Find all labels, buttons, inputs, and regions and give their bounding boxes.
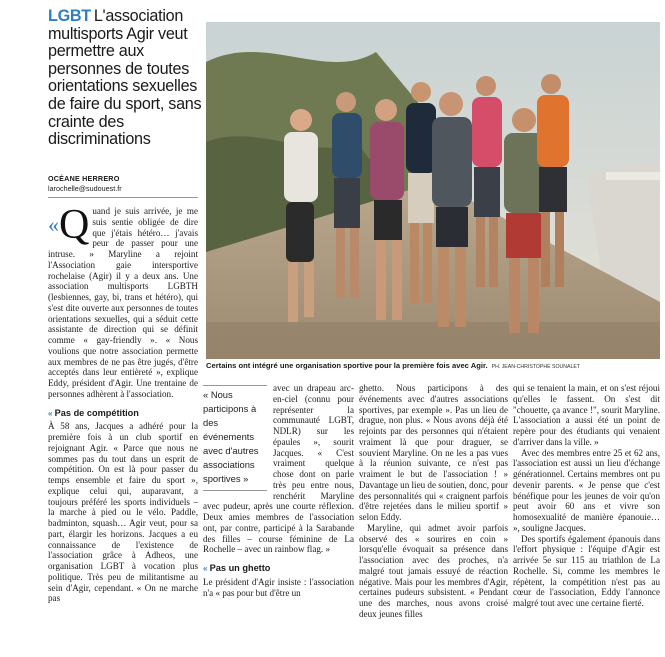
article-paragraph: À 58 ans, Jacques a adhéré pour la première fois à un club sportif en rejoignant Agir. « Parce que nous ne sommes pas du tout dans un esprit de compétition. On est là pour passer du temps ensemble et faire du sport », explique celui qui, auparavant, a toujours préféré les sports individuels – la marche à pied ou le vélo. Paddle, badminton, squash… Agir veut, pour sa part, élargir les horizons. Jacques a eu connaissance de l'existence de l'association grâce à Adheos, une organisation LGBT à vocation plus politique. Très peu de militantisme au sein d'Agir, cependant. « On ne marche pas <box>48 421 198 604</box>
photo-credit: PH. JEAN-CHRISTOPHE SOUNALET <box>491 364 581 370</box>
article-paragraph: Maryline, qui admet avoir parfois observé des « sourires en coin » lorsqu'elle évoquait sa présence dans l'association avec des proches, n'a malgré tout jamais essuyé de réaction négative. Mais pour les membres d'Agir, certaines pudeurs subsistent. « Pendant une des marches, nous avons croisé deux jeunes filles <box>359 522 508 619</box>
pull-quote: « Nous participons à des événements avec d'autres associations sportives » <box>203 385 267 491</box>
article-column-1 <box>48 206 198 654</box>
headline <box>48 8 206 149</box>
subhead-pas-de-competition: « Pas de compétition <box>48 407 139 418</box>
drop-cap-quote: « <box>48 212 59 237</box>
drop-cap <box>48 206 90 248</box>
article-column-2 <box>203 383 354 654</box>
drop-cap-letter: Q <box>59 206 90 248</box>
subhead-pas-un-ghetto: « Pas un ghetto <box>203 563 271 573</box>
photo-walkers-illustration <box>206 22 660 359</box>
photo-caption <box>206 361 660 372</box>
author-name: OCÉANE HERRERO <box>48 174 120 183</box>
caption-text: Certains ont intégré une organisation sportive pour la première fois avec Agir. <box>206 361 488 370</box>
byline <box>48 174 198 194</box>
article-paragraph: Avec des membres entre 25 et 62 ans, l'association est aussi un lieu d'échange générationnel. Certains membres ont pu devenir parents. « Je pense que c'est bénéfique pour les jeunes de voir qu'on peut avoir 60 ans et vivre son homosexualité de manière épanouie… », souligne Jacques. <box>513 447 660 533</box>
headline-text: L'association multisports Agir veut permettre aux personnes de toutes orientations sexuelles de faire du sport, sans crainte des discriminations <box>48 7 202 149</box>
byline-divider <box>48 197 198 198</box>
article-photo <box>206 22 660 359</box>
article-paragraph <box>48 206 198 400</box>
article-column-4 <box>513 383 660 654</box>
paragraph-text: avec un drapeau arc-en-ciel (connu pour représenter la communauté LGBT, NDLR) sur les épaules », sourit Jacques. « C'est vraiment quelque chose dont on parle très peu entre nous, renchérit Maryline avec pudeur, après une courte réflexion. Deux amies membres de l'association ont, par contre, participé à la Sarabande des filles – course féminine de La Rochelle – avec un rainbow flag. » <box>203 383 354 555</box>
article-column-3 <box>359 383 508 654</box>
article-paragraph: qui se tenaient la main, et on s'est réjoui qu'elles le fassent. On s'est dit "chouette, ça avance !", sourit Maryline. L'association a aussi été un point de repère pour des étudiants qui venaient d'arriver dans la ville. » <box>513 383 660 447</box>
article-paragraph: Des sportifs également épanouis dans l'effort physique : l'équipe d'Agir est arrivée 5e sur 115 au triathlon de La Rochelle. Si, comme les membres le répètent, la compétition n'est pas au cœur de l'association, Eddy l'annonce malgré tout avec une certaine fierté. <box>513 533 660 608</box>
headline-kicker: LGBT <box>48 7 91 25</box>
article-paragraph: ghetto. Nous participons à des événements avec d'autres associations sportives, par exemple ». Pas un lieu de drague, non plus. « Nous avons déjà été rejoints par des personnes qui n'étaient vraiment là que pour draguer, se souvient Maryline. On ne les a pas vues à la réunion suivante, ce n'est pas vraiment le but de l'association ! » Davantage un lieu de soutien, donc, pour des personnalités qui « craignent parfois d'être rejetées dans le milieu sportif » selon Eddy. <box>359 383 508 522</box>
paragraph-text: uand je suis arrivée, je me suis sentie obligée de dire que j'étais hétéro… j'avais peur de passer pour une intruse. » Maryline a rejoint l'Association gaie intersportive rochelaise (Agir) il y a deux ans. Une association multisports LGBTH (lesbiennes, gay, bi, trans et hétéro), qui s'est dite ouverte aux personnes de toutes orientations sexuelles, qui a séduit cette assistante de direction qui se définit comme « gay-friendly ». « Nous voulions que notre association permette aux membres de ne pas être jugés, d'être acceptés dans leur entièreté », explique Eddy, président d'Agir. Une trentaine de personnes adhèrent à l'association. <box>48 206 198 399</box>
article-paragraph: Le président d'Agir insiste : l'association n'a « pas pour but d'être un <box>203 576 354 598</box>
article-paragraph <box>203 383 354 555</box>
author-email[interactable]: larochelle@sudouest.fr <box>48 184 122 193</box>
